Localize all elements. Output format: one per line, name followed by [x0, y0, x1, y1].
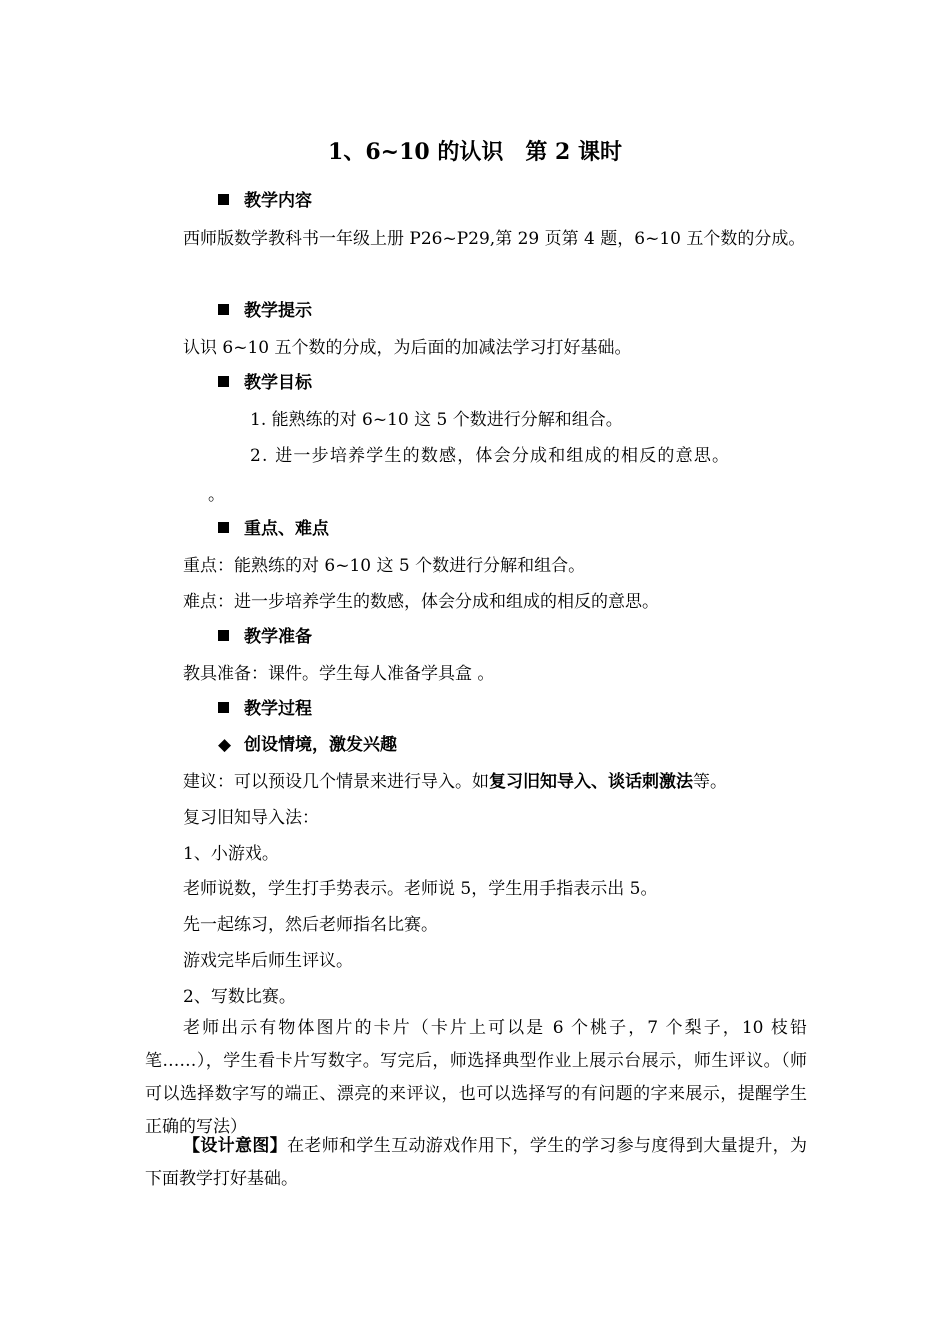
section-heading-goals: 教学目标 [218, 368, 312, 398]
section-heading-key-points: 重点、难点 [218, 514, 329, 544]
game-title: 1、小游戏。 [183, 844, 279, 864]
black-diamond-icon: ◆ [218, 735, 232, 755]
content-text: 西师版数学教科书一年级上册 P26~P29,第 29 页第 4 题，6~10 五个数的分成。 [183, 229, 806, 249]
black-square-icon [218, 304, 229, 315]
black-square-icon [218, 630, 229, 641]
design-intent: 【设计意图】在老师和学生互动游戏作用下，学生的学习参与度得到大量提升，为下面教学打好基础。 [145, 1136, 808, 1189]
game-line-1: 老师说数，学生打手势表示。老师说 5，学生用手指表示出 5。 [183, 879, 658, 899]
game-line-3: 游戏完毕后师生评议。 [183, 951, 353, 971]
difficulty-text: 难点：进一步培养学生的数感，体会分成和组成的相反的意思。 [183, 592, 659, 612]
write-title: 2、写数比赛。 [183, 987, 296, 1007]
section-heading-content: 教学内容 [218, 186, 312, 216]
subheading-situation: ◆ 创设情境，激发兴趣 [218, 730, 397, 760]
method-label: 复习旧知导入法： [183, 808, 319, 828]
goals-trailing: 。 [208, 485, 225, 505]
section-heading-preparation: 教学准备 [218, 622, 312, 652]
black-square-icon [218, 522, 229, 533]
game-line-2: 先一起练习，然后老师指名比赛。 [183, 915, 438, 935]
page-title: 1、6~10 的认识 第 2 课时 [328, 139, 622, 165]
hint-text: 认识 6~10 五个数的分成，为后面的加减法学习打好基础。 [183, 338, 632, 358]
black-square-icon [218, 376, 229, 387]
key-point-text: 重点：能熟练的对 6~10 这 5 个数进行分解和组合。 [183, 556, 586, 576]
section-heading-process: 教学过程 [218, 694, 312, 724]
suggestion-text: 建议：可以预设几个情景来进行导入。如复习旧知导入、谈话刺激法等。 [183, 772, 727, 792]
black-square-icon [218, 194, 229, 205]
preparation-text: 教具准备：课件。学生每人准备学具盒 。 [183, 664, 495, 684]
goal-item-2: 2. 进一步培养学生的数感，体会分成和组成的相反的意思。 [250, 446, 731, 466]
goal-item-1: 1. 能熟练的对 6~10 这 5 个数进行分解和组合。 [250, 410, 623, 430]
black-square-icon [218, 702, 229, 713]
section-heading-hint: 教学提示 [218, 296, 312, 326]
write-text: 老师出示有物体图片的卡片（卡片上可以是 6 个桃子，7 个梨子，10 枝铅笔……），学生看卡片写数字。写完后，师选择典型作业上展示台展示，师生评议。（师可以选择数字写的端正、漂亮的来评议，也可以选择写的有问题的字来展示，提醒学生正确的写法） [145, 1018, 807, 1137]
